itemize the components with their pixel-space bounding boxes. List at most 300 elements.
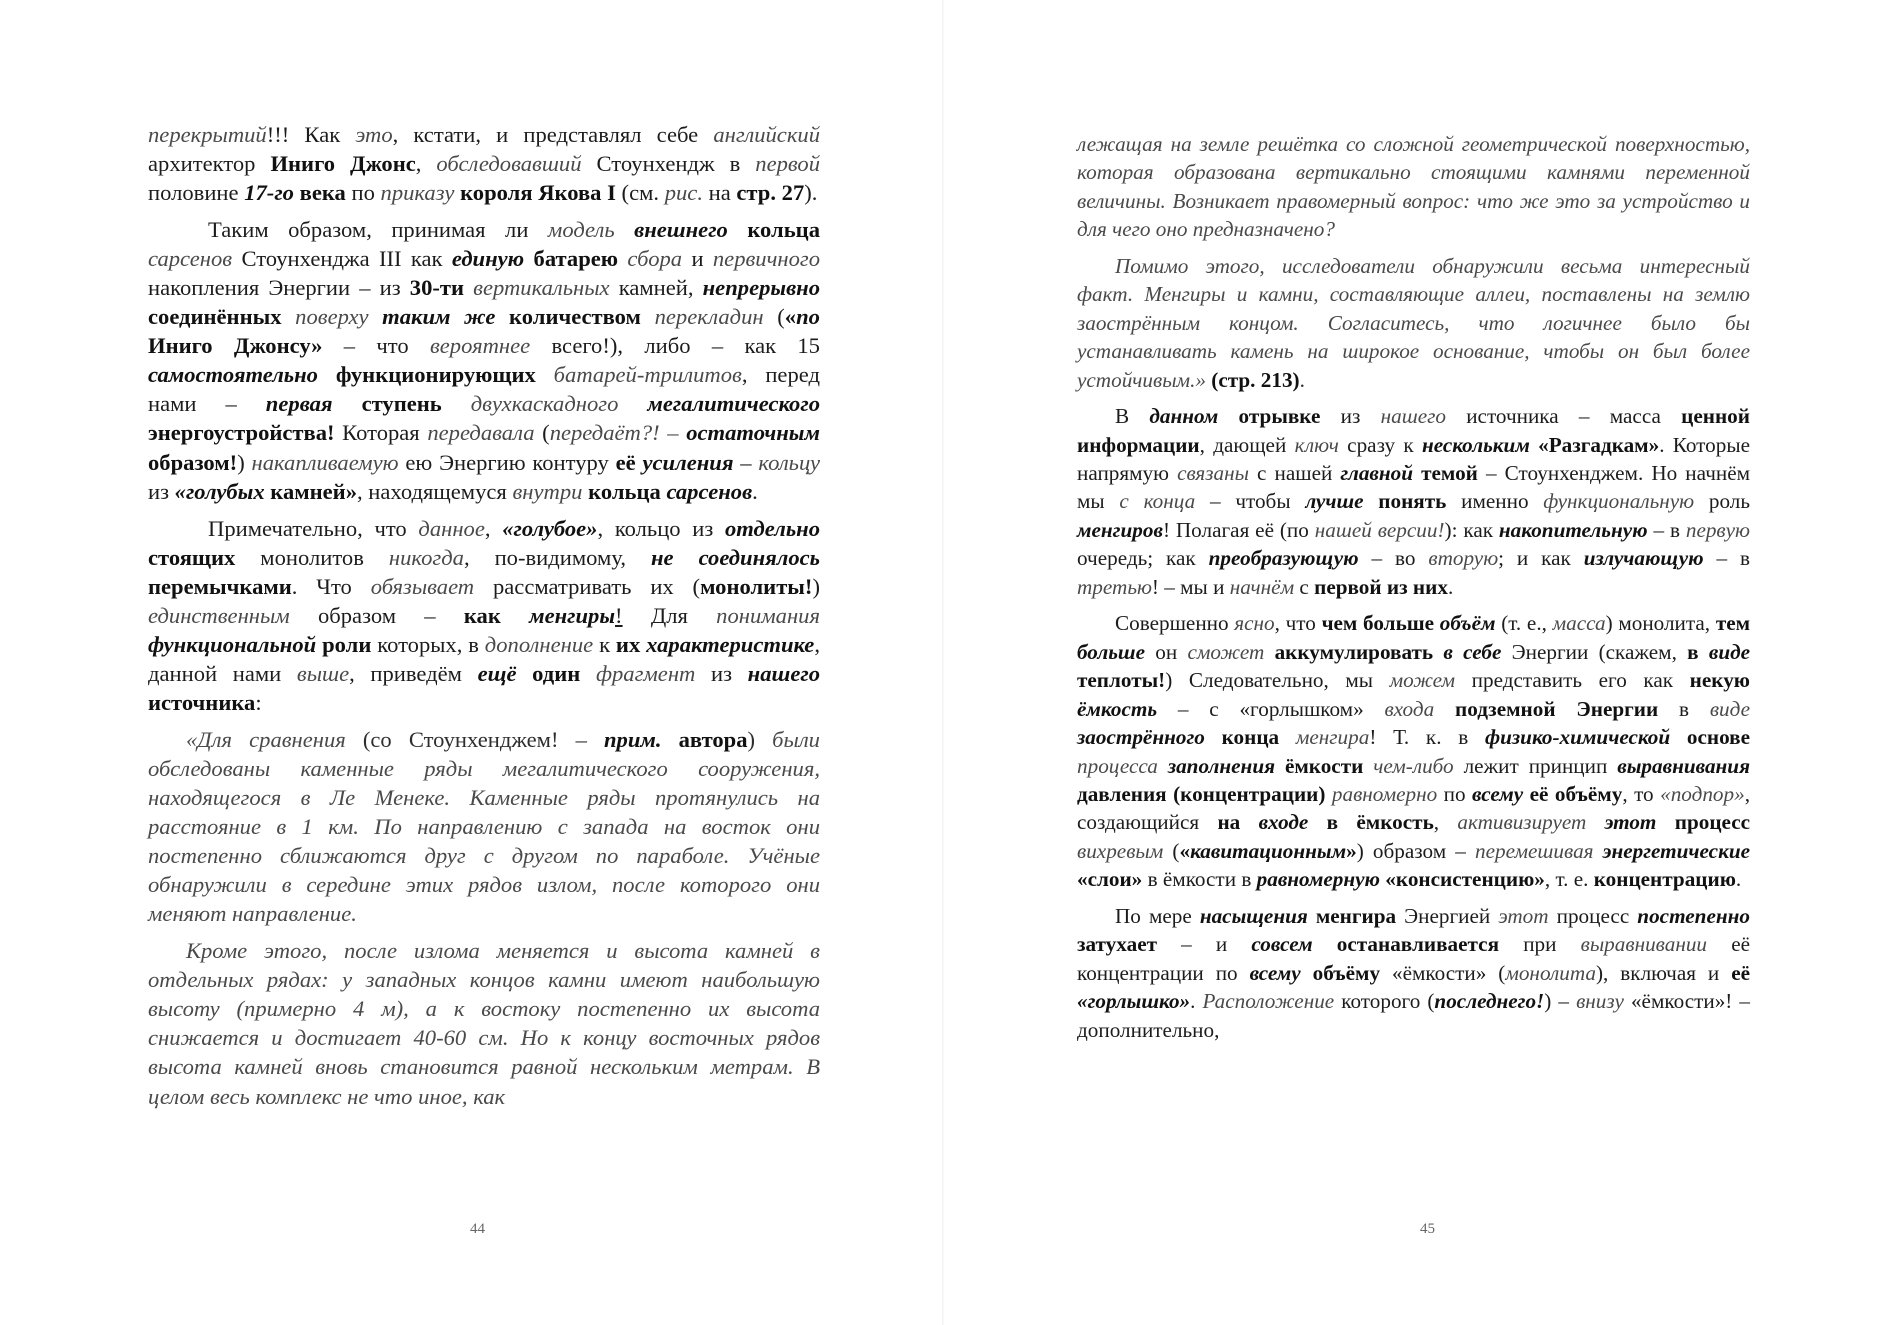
text-run: образом! — [148, 449, 238, 475]
text-run: обследовавший — [436, 151, 582, 177]
text-run: , — [484, 515, 503, 541]
text-run: сарсенов — [148, 246, 233, 272]
text-run: монолиты! — [700, 573, 813, 599]
text-run: энергетические — [1602, 838, 1751, 863]
text-run: очередь; как — [1077, 546, 1209, 571]
text-run: которого ( — [1334, 989, 1435, 1014]
text-run: кавитационным — [1190, 838, 1347, 863]
text-run: ясно — [1234, 611, 1275, 636]
text-run: кольцу — [758, 449, 820, 475]
text-run — [1240, 810, 1258, 834]
text-run: нашего — [747, 660, 820, 686]
text-run: первую — [1685, 517, 1750, 542]
text-run: мегалитического — [647, 391, 820, 417]
text-run: стр. 27 — [736, 180, 805, 206]
text-run: «Для сравнения — [186, 726, 346, 752]
text-run: Энергией — [1396, 903, 1499, 928]
text-run: «Разгадкам» — [1538, 432, 1660, 457]
text-run: ; и как — [1498, 546, 1584, 571]
text-run: Кроме этого, после излома меняется и высота камней в отдельных рядах: у западных концов камни имеют наибольшую высоту (примерно 4 м), а к востоку постепенно их высота снижается и достигает 40-60 см. Но к концу восточных рядов высота камней вновь становится равной нескольким метрам. В целом весь комплекс не что иное, как — [148, 938, 820, 1109]
text-run: (см. — [615, 180, 665, 206]
text-run: : — [255, 689, 262, 715]
text-run — [1279, 725, 1296, 749]
text-run: кольца — [588, 478, 661, 504]
text-run: сможет — [1187, 639, 1265, 664]
text-run: Помимо этого, исследователи обнаружили весьма интересный факт. Менгиры и камни, составляющие аллеи, поставлены на землю заострённым концом. Согласитесь, что логичнее было бы устанавливать камень на широкое основание, чтобы он был более устойчивым.» — [1077, 253, 1750, 392]
left-page — [0, 0, 943, 1325]
text-run — [1699, 640, 1709, 664]
text-run: не соединялось — [651, 544, 820, 570]
text-run: сразу к — [1338, 432, 1422, 457]
text-run: по — [1437, 781, 1473, 806]
text-run: всему — [1472, 781, 1524, 806]
text-run: тем — [1715, 611, 1751, 636]
text-run: ею Энергию контуру — [398, 449, 616, 475]
text-run: 17-го — [244, 180, 294, 206]
text-run: подземной Энергии — [1455, 696, 1659, 721]
text-run: Стоунхенджа III как — [232, 246, 452, 272]
text-run: , создающийся — [1077, 781, 1750, 835]
text-run: ) образом – — [1356, 838, 1476, 863]
text-run: источника – масса — [1445, 404, 1682, 429]
text-run: источника — [148, 689, 256, 715]
text-run: нашей — [1314, 517, 1372, 542]
text-run: Совершенно — [1115, 611, 1235, 636]
paragraph — [1077, 609, 1750, 894]
text-run: единственным — [148, 602, 290, 628]
text-run: . — [1447, 574, 1454, 599]
text-run: «голубых — [174, 478, 265, 504]
text-run: в — [1687, 639, 1699, 664]
text-run: в ёмкость — [1308, 810, 1434, 835]
text-run: дополнение — [484, 631, 594, 657]
text-run: По мере — [1115, 903, 1200, 928]
text-run: половине — [148, 180, 245, 206]
text-run: при — [1499, 932, 1581, 957]
text-run: ), включая и — [1596, 960, 1732, 985]
text-run: останавливается — [1312, 932, 1500, 957]
text-run: в — [1658, 696, 1710, 721]
text-run: перемычками — [148, 573, 292, 599]
text-run: , дающей — [1199, 432, 1295, 457]
text-run: масса — [1552, 611, 1606, 636]
text-run: первой из них — [1314, 574, 1448, 599]
text-run: !!! Как — [266, 122, 356, 147]
text-run: ) — [812, 573, 820, 599]
text-run: равномерную — [1256, 867, 1380, 892]
page-number-right: 45 — [1420, 1221, 1435, 1237]
text-run: это — [355, 122, 393, 147]
text-run — [1264, 640, 1274, 664]
text-run: именно — [1446, 489, 1544, 514]
text-run: , что — [1274, 611, 1322, 636]
paragraph — [148, 936, 820, 1110]
text-run: обязывает — [370, 573, 475, 599]
text-run — [1434, 697, 1455, 721]
text-run: из — [148, 478, 175, 504]
text-run: с конца — [1119, 489, 1196, 514]
text-run: фрагмент — [595, 660, 696, 686]
text-run: накопительную — [1498, 517, 1648, 542]
text-run — [1586, 810, 1604, 834]
text-run: стоящих — [148, 544, 236, 570]
text-run: аккумулировать — [1274, 639, 1434, 664]
paragraph — [1077, 252, 1750, 394]
text-run: рассматривать их ( — [474, 573, 701, 599]
text-run: с нашей — [1248, 460, 1341, 485]
text-run: её объёму — [1523, 781, 1623, 806]
text-run: соединённых — [148, 304, 282, 330]
text-run — [442, 391, 471, 416]
text-run — [369, 304, 383, 329]
text-run: Стоунхендж в — [581, 151, 756, 177]
text-run: , — [415, 151, 437, 177]
text-run: английский — [713, 122, 820, 147]
text-run: ( — [534, 420, 550, 446]
text-run: поверху — [295, 304, 369, 330]
text-run — [618, 246, 627, 271]
text-run: ! Полагая её (по — [1162, 517, 1315, 542]
text-run: ) Следовательно, мы — [1165, 668, 1390, 693]
text-run: «ёмкости»! – дополнительно, — [1077, 989, 1750, 1042]
text-run: перекладин — [654, 304, 764, 330]
text-run: перемешивая — [1475, 838, 1594, 863]
text-run: их — [615, 631, 641, 657]
text-run: на — [702, 180, 737, 206]
text-run: теплоты! — [1077, 668, 1166, 693]
text-run: функциональную — [1543, 489, 1695, 514]
text-run — [464, 275, 473, 300]
text-run: выравнивания — [1617, 753, 1750, 778]
text-run: ) — [237, 449, 252, 475]
text-run: В — [1115, 404, 1150, 429]
text-run: . — [1190, 989, 1203, 1014]
text-run: начнём — [1229, 574, 1295, 599]
text-run: усиления — [642, 449, 734, 475]
text-run: накопления Энергии – из — [148, 275, 410, 301]
text-run: основе — [1686, 725, 1751, 750]
text-run: ёмкость — [1077, 696, 1158, 721]
text-run: виде — [1709, 696, 1750, 721]
text-run: давления (концентрации) — [1077, 781, 1326, 806]
text-run: отдельно — [724, 515, 820, 541]
text-run: вторую — [1428, 546, 1499, 571]
text-run: можем — [1389, 668, 1456, 693]
text-run: монолитов — [235, 544, 389, 570]
text-run: входе — [1258, 810, 1309, 835]
text-run: чем больше — [1321, 611, 1435, 636]
text-run: понимания — [716, 602, 820, 628]
text-run: «консистенцию» — [1385, 867, 1545, 892]
text-run: активизирует — [1457, 810, 1587, 835]
text-run: процесса — [1077, 753, 1158, 778]
text-run: физико-химической — [1484, 725, 1671, 750]
text-run: , т. е. — [1544, 867, 1594, 892]
text-run: Иниго Джонс — [270, 151, 416, 177]
text-run: – Стоунхенджем. Но начнём мы — [1077, 460, 1751, 514]
text-run: входа — [1384, 696, 1435, 721]
text-run: ёмкости — [1275, 753, 1364, 778]
text-run: лучше — [1305, 489, 1364, 514]
text-run: функциональной — [148, 631, 317, 657]
text-run: некую — [1689, 668, 1750, 693]
text-run: . Что — [291, 573, 371, 599]
text-run: таким же — [382, 304, 496, 330]
text-run: роли — [316, 631, 372, 657]
text-run: ! – мы и — [1151, 574, 1230, 599]
text-run: по — [345, 180, 381, 206]
text-run: её — [1731, 960, 1750, 985]
text-run: функционирующих — [335, 362, 536, 388]
text-run: . — [752, 478, 758, 504]
text-run: Для — [622, 602, 717, 628]
text-run: выравнивании — [1580, 932, 1708, 957]
text-run: он — [1144, 639, 1188, 664]
text-run: понять — [1363, 489, 1447, 514]
text-run: данном — [1149, 404, 1219, 429]
text-run: ( — [763, 304, 785, 330]
text-run: автора — [661, 726, 748, 752]
text-run: рис. — [664, 180, 703, 206]
text-run: из — [695, 660, 748, 686]
paragraph — [1077, 902, 1750, 1044]
text-run: передавала — [427, 420, 535, 446]
text-run: нескольким — [1421, 432, 1530, 457]
paragraph — [148, 514, 820, 717]
text-run: которых, в — [371, 631, 485, 657]
text-run: главной — [1340, 460, 1414, 485]
text-run: архитектор — [148, 151, 271, 177]
text-run: Которая — [334, 420, 428, 446]
text-run: виде — [1708, 639, 1751, 664]
text-run: «подпор» — [1660, 781, 1745, 806]
text-run: – с «горлышком» — [1157, 696, 1385, 721]
text-run: сбора — [627, 246, 683, 272]
text-run: сарсенов — [666, 478, 753, 504]
text-run: на — [1217, 810, 1241, 835]
text-run: менгиров — [1077, 517, 1163, 542]
text-run: этот — [1604, 810, 1657, 835]
text-run: менгира — [1307, 903, 1397, 928]
text-run: образом – — [289, 602, 464, 628]
text-run: в ёмкости в — [1142, 867, 1257, 892]
text-run: – — [733, 449, 759, 475]
text-run: «слои» — [1077, 867, 1143, 892]
text-run: Таким образом, принимая ли — [208, 217, 548, 243]
text-run: единую — [451, 246, 525, 272]
text-run: последнего! — [1434, 989, 1545, 1014]
text-run: , то — [1622, 781, 1661, 806]
text-run: самостоятельно — [148, 362, 318, 388]
text-run: объёму — [1300, 960, 1381, 985]
text-run: «голубое» — [502, 515, 598, 541]
text-run: темой — [1421, 460, 1478, 485]
text-run: – чтобы — [1195, 489, 1306, 514]
text-run: « — [1179, 838, 1191, 863]
text-run: (со Стоунхенджем! – — [345, 726, 604, 752]
text-run: Расположение — [1202, 989, 1335, 1014]
text-run: камней» — [264, 478, 357, 504]
text-run: лежащая на земле решётка со сложной геометрической поверхностью, которая образована вертикально стоящими камнями переменной величины. Возникает правомерный вопрос: что же это за устройство и для чего оно предназначено? — [1077, 132, 1750, 242]
text-run: третью — [1077, 574, 1152, 599]
paragraph — [1077, 402, 1750, 601]
text-run: ) — [747, 726, 773, 752]
paragraph — [148, 215, 820, 505]
text-run: конца — [1204, 725, 1280, 750]
text-run — [618, 391, 647, 416]
paragraph — [148, 725, 820, 928]
text-run: один — [516, 660, 581, 686]
text-run: ( — [1163, 838, 1180, 863]
text-run — [318, 362, 336, 387]
text-run — [1413, 461, 1421, 485]
text-run — [1158, 754, 1168, 778]
text-run: ключ — [1294, 432, 1339, 457]
text-run: вихревым — [1077, 838, 1164, 863]
text-run — [536, 362, 554, 387]
text-run: ценной информации — [1077, 404, 1750, 457]
text-run: насыщения — [1199, 903, 1308, 928]
text-run: характеристике — [646, 631, 815, 657]
text-run — [1530, 433, 1538, 457]
text-run: этот — [1498, 903, 1549, 928]
text-run: вертикальных — [473, 275, 610, 301]
text-run: внутри — [512, 478, 583, 504]
text-run: . — [1735, 867, 1742, 892]
text-run: менгира — [1295, 725, 1370, 750]
text-run: . Которые напрямую — [1077, 432, 1750, 485]
text-run: остаточным — [686, 420, 820, 446]
text-run — [1363, 754, 1373, 778]
text-run: равномерно — [1331, 781, 1438, 806]
text-run: , кольцо из — [597, 515, 725, 541]
text-run: , по-видимому, — [463, 544, 651, 570]
text-run — [1670, 725, 1687, 749]
text-run: батарею — [524, 246, 619, 272]
text-run: излучающую — [1583, 546, 1704, 571]
text-run: первичного — [712, 246, 820, 272]
text-run: ) монолита, — [1605, 611, 1716, 636]
text-run: короля Якова I — [460, 180, 616, 206]
text-run: совсем — [1251, 932, 1313, 957]
text-run: Энергии (скажем, — [1501, 639, 1688, 664]
text-run: лежит принцип — [1453, 753, 1618, 778]
text-run: чем-либо — [1373, 753, 1454, 778]
text-run: непрерывно — [702, 275, 821, 301]
text-run — [580, 661, 596, 686]
text-run: внешнего — [634, 217, 728, 243]
text-run: процесс — [1548, 903, 1638, 928]
text-run: больше — [1077, 639, 1145, 664]
text-run: к — [593, 631, 616, 657]
text-run: – в — [1703, 546, 1750, 571]
text-run — [641, 304, 655, 329]
text-run: прим. — [603, 726, 662, 752]
text-run: , находящемуся — [357, 478, 513, 504]
text-run: роль — [1694, 489, 1750, 514]
text-run: нашего — [1380, 404, 1446, 429]
text-run: представить его как — [1455, 668, 1690, 693]
text-run: двухкаскадного — [470, 391, 619, 417]
text-run: – и — [1157, 932, 1252, 957]
text-run — [1594, 839, 1603, 863]
text-run: 30-ти — [409, 275, 465, 301]
text-run: связаны — [1177, 460, 1249, 485]
text-run: века — [293, 180, 346, 206]
text-run: , приведём — [349, 660, 478, 686]
text-run: из — [1320, 404, 1381, 429]
text-run: всему — [1249, 960, 1301, 985]
text-run: модель — [547, 217, 615, 243]
right-page-text — [1077, 130, 1750, 1044]
text-run: и — [682, 246, 713, 272]
text-run: передаёт?! – — [549, 420, 679, 446]
text-run: вероятнее — [429, 333, 531, 359]
text-run: (стр. 213) — [1211, 367, 1300, 392]
text-run: выше — [296, 660, 350, 686]
paragraph — [1077, 130, 1750, 244]
text-run: Иниго Джонсу» — [148, 333, 323, 359]
text-run: энергоустройства! — [148, 420, 335, 446]
text-run: перекрытий — [148, 122, 267, 147]
text-run: преобразующую — [1208, 546, 1359, 571]
text-run: , — [1433, 810, 1458, 835]
left-page-text — [148, 120, 820, 1111]
text-run: « — [784, 304, 797, 330]
text-run: ). — [804, 180, 818, 206]
text-run: ! Т. к. в — [1369, 725, 1485, 750]
text-run: ! — [615, 602, 623, 628]
text-run: как — [463, 602, 501, 628]
text-run: внизу — [1576, 989, 1624, 1014]
text-run — [282, 304, 296, 329]
text-run: ещё — [477, 660, 517, 686]
text-run: монолита — [1505, 960, 1596, 985]
text-run: никогда — [388, 544, 464, 570]
text-run: версии! — [1377, 517, 1445, 542]
text-run: всего!), либо – как 15 — [530, 333, 820, 359]
text-run: Примечательно, что — [208, 515, 419, 541]
text-run: – в — [1647, 517, 1686, 542]
text-run: в себе — [1443, 639, 1502, 664]
text-run: кольца — [727, 217, 820, 243]
text-run: процесс — [1656, 810, 1750, 835]
text-run: с — [1294, 574, 1315, 599]
text-run: отрывке — [1218, 404, 1321, 429]
text-run: ступень — [332, 391, 442, 417]
text-run: данное — [418, 515, 485, 541]
text-run: , кстати, и представлял себе — [392, 122, 714, 147]
text-run — [1433, 640, 1443, 664]
text-run: «ёмкости» ( — [1380, 960, 1506, 985]
text-run: по — [796, 304, 820, 330]
right-page — [944, 0, 1887, 1325]
text-run: менгиры — [529, 602, 616, 628]
page-number-left: 44 — [470, 1221, 485, 1237]
text-run: (т. е., — [1495, 611, 1553, 636]
text-run — [615, 217, 635, 242]
text-run: объём — [1439, 611, 1496, 636]
text-run: . — [1299, 367, 1305, 392]
paragraph — [148, 120, 820, 207]
text-run: » — [1346, 838, 1357, 863]
text-run: заострённого — [1077, 725, 1205, 750]
text-run: ): как — [1444, 517, 1499, 542]
text-run: заполнения — [1167, 753, 1276, 778]
text-run: её — [615, 449, 636, 475]
text-run: батарей-трилитов — [553, 362, 742, 388]
text-run: были обследованы каменные ряды мегалитического сооружения, находящегося в Ле Менеке. Каменные ряды протянулись на расстояние в 1 км. По направлению с запада на восток они постепенно сближаются друг с другом по параболе. Учёные обнаружили в середине этих рядов излом, после которого они меняют направление. — [148, 726, 820, 927]
